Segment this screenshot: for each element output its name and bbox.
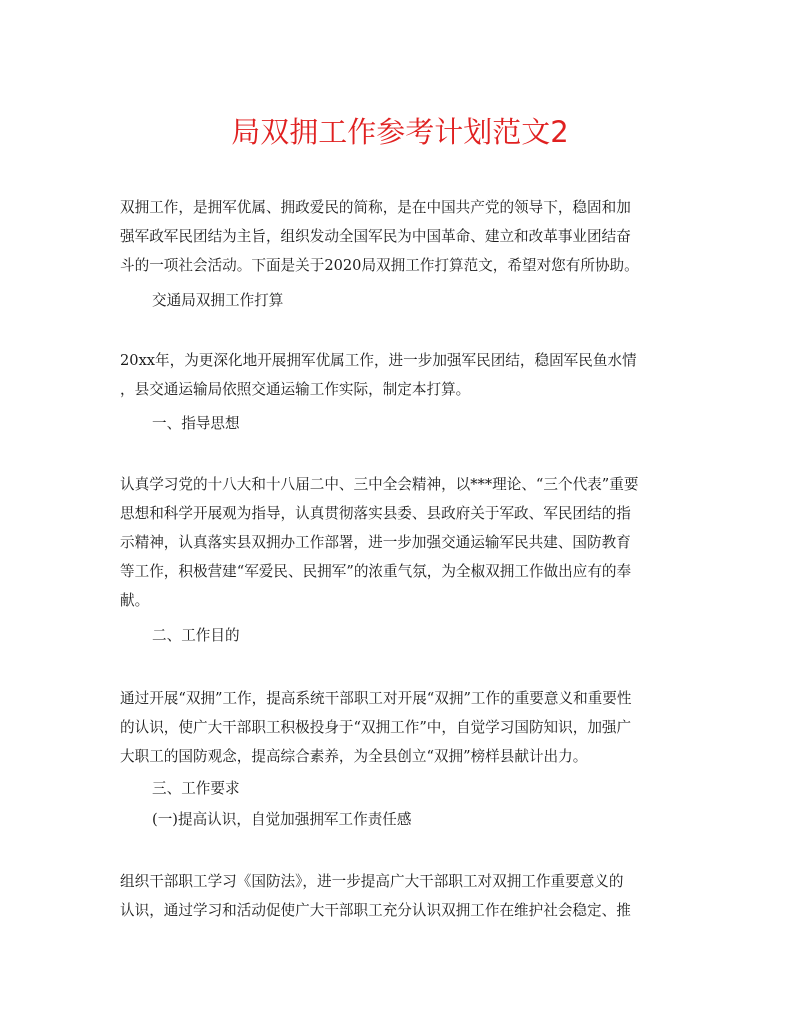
subheading-raise-awareness: (一)提高认识，自觉加强拥军工作责任感 xyxy=(152,811,412,828)
paragraph-2 xyxy=(120,470,686,615)
text-line: 20xx年，为更深化地开展拥军优属工作，进一步加强军民团结，稳固军民鱼水情 xyxy=(120,352,637,369)
text-line: 认真学习党的十八大和十八届二中、三中全会精神，以***理论、“三个代表”重要 xyxy=(120,476,639,493)
paragraph-3 xyxy=(120,684,686,771)
text-line: 斗的一项社会活动。下面是关于2020局双拥工作打算范文，希望对您有所协助。 xyxy=(120,257,639,274)
text-line: 强军政军民团结为主旨，组织发动全国军民为中国革命、建立和改革事业团结奋 xyxy=(120,228,631,245)
text-line: 献。 xyxy=(120,592,150,609)
text-line: 的认识，使广大干部职工积极投身于“双拥工作”中，自觉学习国防知识，加强广 xyxy=(120,719,632,736)
text-line: 组织干部职工学习《国防法》，进一步提高广大干部职工对双拥工作重要意义的 xyxy=(120,873,624,890)
paragraph-4 xyxy=(120,867,686,925)
text-line: 双拥工作，是拥军优属、拥政爱民的简称，是在中国共产党的领导下，稳固和加 xyxy=(120,199,631,216)
text-line: 示精神，认真落实县双拥办工作部署，进一步加强交通运输军民共建、国防教育 xyxy=(120,534,631,551)
text-line: 大职工的国防观念，提高综合素养，为全县创立“双拥”榜样县献计出力。 xyxy=(120,748,588,765)
heading-work-requirements: 三、工作要求 xyxy=(152,780,240,797)
paragraph-1 xyxy=(120,346,686,404)
intro-paragraph xyxy=(120,193,686,280)
text-line: 通过开展“双拥”工作，提高系统干部职工对开展“双拥”工作的重要意义和重要性 xyxy=(120,690,632,707)
text-line: ，县交通运输局依照交通运输工作实际，制定本打算。 xyxy=(120,381,471,398)
heading-guiding-thought: 一、指导思想 xyxy=(152,415,240,432)
section-subtitle: 交通局双拥工作打算 xyxy=(152,292,284,309)
document-title: 局双拥工作参考计划范文2 xyxy=(231,115,569,149)
text-line: 等工作，积极营建“军爱民、民拥军”的浓重气氛，为全椒双拥工作做出应有的奉 xyxy=(120,563,632,580)
text-line: 认识，通过学习和活动促使广大干部职工充分认识双拥工作在维护社会稳定、推 xyxy=(120,902,631,919)
text-line: 思想和科学开展观为指导，认真贯彻落实县委、县政府关于军政、军民团结的指 xyxy=(120,505,631,522)
heading-work-goal: 二、工作目的 xyxy=(152,627,240,644)
